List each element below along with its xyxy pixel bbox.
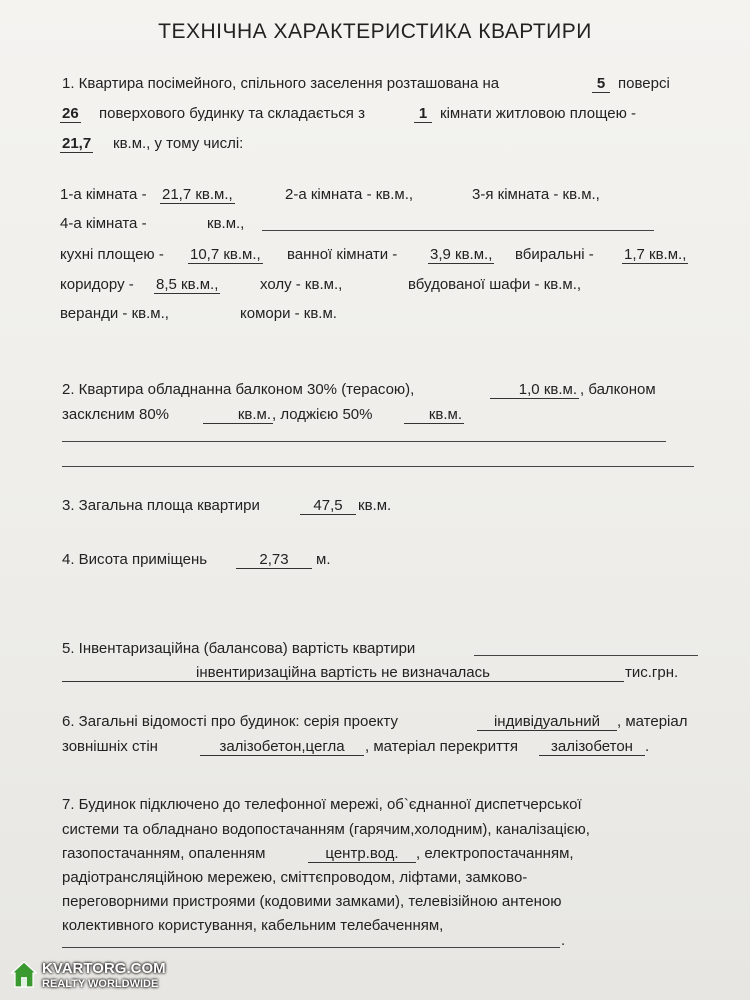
s2-blank-line-1	[62, 441, 666, 442]
total-area-value: 47,5	[300, 497, 356, 515]
s2-text-d: , лоджією 50%	[272, 406, 373, 423]
s5-unit: тис.грн.	[625, 664, 679, 681]
toilet-value: 1,7 кв.м.,	[624, 246, 687, 263]
s4-label: 4. Висота приміщень	[62, 551, 208, 568]
watermark-name: KVARTORG.COM	[42, 960, 166, 977]
s1-text-b: поверсі	[618, 75, 670, 92]
room3: 3-я кімната - кв.м.,	[472, 186, 600, 203]
s7-line-6: колективного користування, кабельним телебаченням,	[62, 917, 444, 934]
s5-label: 5. Інвентаризаційна (балансова) вартість квартири	[62, 640, 416, 657]
storage-room: комори - кв.м.	[240, 305, 337, 322]
balcony-value: 1,0 кв.м.	[490, 381, 579, 399]
watermark	[6, 958, 206, 998]
s7-line-2: системи та обладнано водопостачанням (гарячим,холодним), каналізацією,	[62, 821, 590, 838]
s7-line-3b: , електропостачанням,	[416, 845, 574, 862]
bathroom-value: 3,9 кв.м.,	[430, 246, 493, 263]
s1-text-a: 1. Квартира посімейного, спільного заселення розташована на	[62, 75, 500, 92]
s6-text-c: зовнішніх стін	[62, 738, 158, 755]
inventory-value: інвентиризаційна вартість не визначалась	[62, 664, 624, 682]
s6-text-d: , матеріал перекриття	[365, 738, 518, 755]
s1-text-e: кв.м., у тому числі:	[113, 135, 244, 152]
room4-label: 4-а кімната -	[60, 215, 147, 232]
bathroom-label: ванної кімнати -	[287, 246, 398, 263]
kitchen-label: кухні площею -	[60, 246, 164, 263]
s1-rooms: 1	[414, 105, 432, 123]
s3-label: 3. Загальна площа квартири	[62, 497, 260, 514]
s6-text-b: , матеріал	[617, 713, 688, 730]
watermark-tagline: REALTY WORLDWIDE	[42, 978, 159, 990]
s6-text-a: 6. Загальні відомості про будинок: серія проекту	[62, 713, 398, 730]
s2-text-b: , балконом	[580, 381, 656, 398]
s5-blank-line	[474, 655, 698, 656]
room4-unit: кв.м.,	[207, 215, 245, 232]
house-logo-icon	[10, 960, 38, 990]
s7-end: .	[561, 932, 566, 949]
loggia-value: кв.м.	[404, 406, 464, 424]
room1-label: 1-а кімната -	[60, 186, 147, 203]
corridor-value: 8,5 кв.м.,	[156, 276, 219, 293]
s7-line-3a: газопостачанням, опаленням	[62, 845, 266, 862]
room1-value: 21,7 кв.м.,	[162, 186, 233, 203]
s4-unit: м.	[316, 551, 331, 568]
project-series-value: індивідуальний	[477, 713, 617, 731]
wall-material-value: залізобетон,цегла	[200, 738, 364, 756]
room2: 2-а кімната - кв.м.,	[285, 186, 414, 203]
hall: холу - кв.м.,	[260, 276, 343, 293]
toilet-label: вбиральні -	[515, 246, 594, 263]
s7-line-5: переговорними пристроями (кодовими замками), телевізійною антеною	[62, 893, 562, 910]
s7-line-1: 7. Будинок підключено до телефонної мережі, об`єднанної диспетчерської	[62, 796, 582, 813]
corridor-label: коридору -	[60, 276, 134, 293]
s1-text-d: кімнати житловою площею -	[440, 105, 637, 122]
veranda: веранди - кв.м.,	[60, 305, 169, 322]
document-title: ТЕХНІЧНА ХАРАКТЕРИСТИКА КВАРТИРИ	[158, 20, 592, 43]
s2-text-c: засклєним 80%	[62, 406, 170, 423]
s1-living-area: 21,7	[62, 135, 92, 152]
room4-blank-line	[262, 230, 654, 231]
s2-blank-line-2	[62, 466, 694, 467]
ceiling-height-value: 2,73	[236, 551, 312, 569]
heating-value: центр.вод.	[308, 845, 416, 863]
built-in-closet: вбудованої шафи - кв.м.,	[408, 276, 582, 293]
glazed-balcony-value: кв.м.	[203, 406, 273, 424]
s1-floor: 5	[592, 75, 610, 93]
s6-text-e: .	[645, 738, 650, 755]
kitchen-value: 10,7 кв.м.,	[190, 246, 261, 263]
floor-slab-material-value: залізобетон	[539, 738, 645, 756]
s1-text-c: поверхового будинку та складається з	[99, 105, 365, 122]
s1-floors-total: 26	[62, 105, 79, 122]
s7-line-4: радіотрансляційною мережею, сміттєпроводом, ліфтами, замково-	[62, 869, 528, 886]
s2-text-a: 2. Квартира обладнанна балконом 30% (терасою),	[62, 381, 415, 398]
s3-unit: кв.м.	[358, 497, 392, 514]
s7-blank-line	[62, 947, 560, 948]
